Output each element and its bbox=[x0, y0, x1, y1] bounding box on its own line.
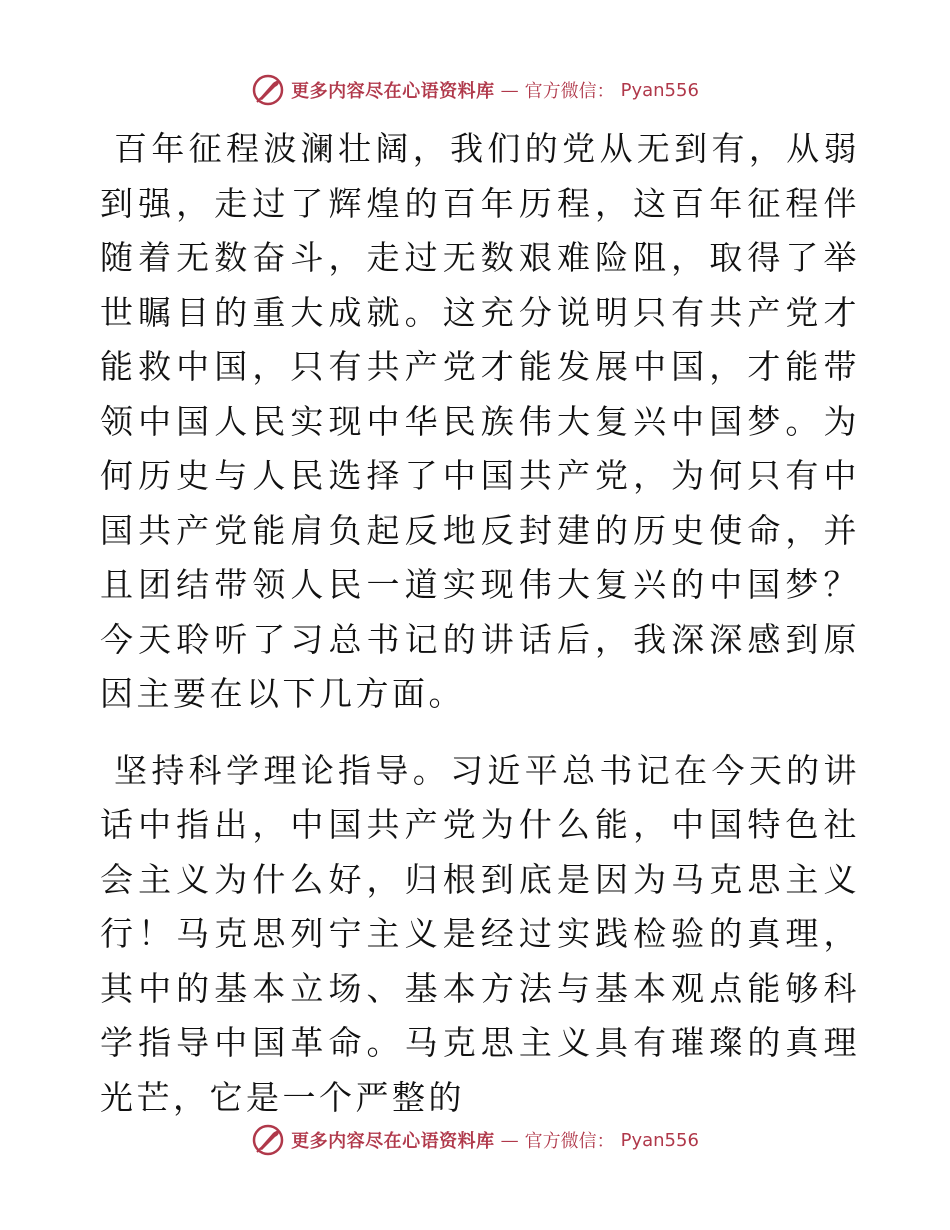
banner-slogan: 更多内容尽在心语资料库 bbox=[291, 81, 495, 102]
banner-slogan: 更多内容尽在心语资料库 bbox=[291, 1131, 495, 1152]
document-body bbox=[100, 122, 860, 1125]
paragraph-1: 百年征程波澜壮阔，我们的党从无到有，从弱到强，走过了辉煌的百年历程，这百年征程伴随着无数奋斗，走过无数艰难险阻，取得了举世瞩目的重大成就。这充分说明只有共产党才能救中国，只有共产党才能发展中国，才能带领中国人民实现中华民族伟大复兴中国梦。为何历史与人民选择了中国共产党，为何只有中国共产党能肩负起反地反封建的历史使命，并且团结带领人民一道实现伟大复兴的中国梦？今天聆听了习总书记的讲话后，我深深感到原因主要在以下几方面。 bbox=[100, 129, 860, 713]
footer-banner bbox=[0, 1120, 950, 1160]
banner-wechat-id: Pyan556 bbox=[620, 79, 699, 101]
banner-wechat-label: 官方微信： bbox=[524, 81, 615, 102]
header-banner bbox=[0, 70, 950, 110]
quill-pen-logo-icon bbox=[251, 73, 285, 107]
banner-wechat-label: 官方微信： bbox=[524, 1131, 615, 1152]
banner-separator: — bbox=[500, 1129, 519, 1151]
quill-pen-logo-icon bbox=[251, 1123, 285, 1157]
banner-separator: — bbox=[500, 79, 519, 101]
banner-wechat-id: Pyan556 bbox=[620, 1129, 699, 1151]
paragraph-2: 坚持科学理论指导。习近平总书记在今天的讲话中指出，中国共产党为什么能，中国特色社会主义为什么好，归根到底是因为马克思主义行！马克思列宁主义是经过实践检验的真理，其中的基本立场、基本方法与基本观点能够科学指导中国革命。马克思主义具有璀璨的真理光芒，它是一个严整的 bbox=[100, 750, 860, 1117]
